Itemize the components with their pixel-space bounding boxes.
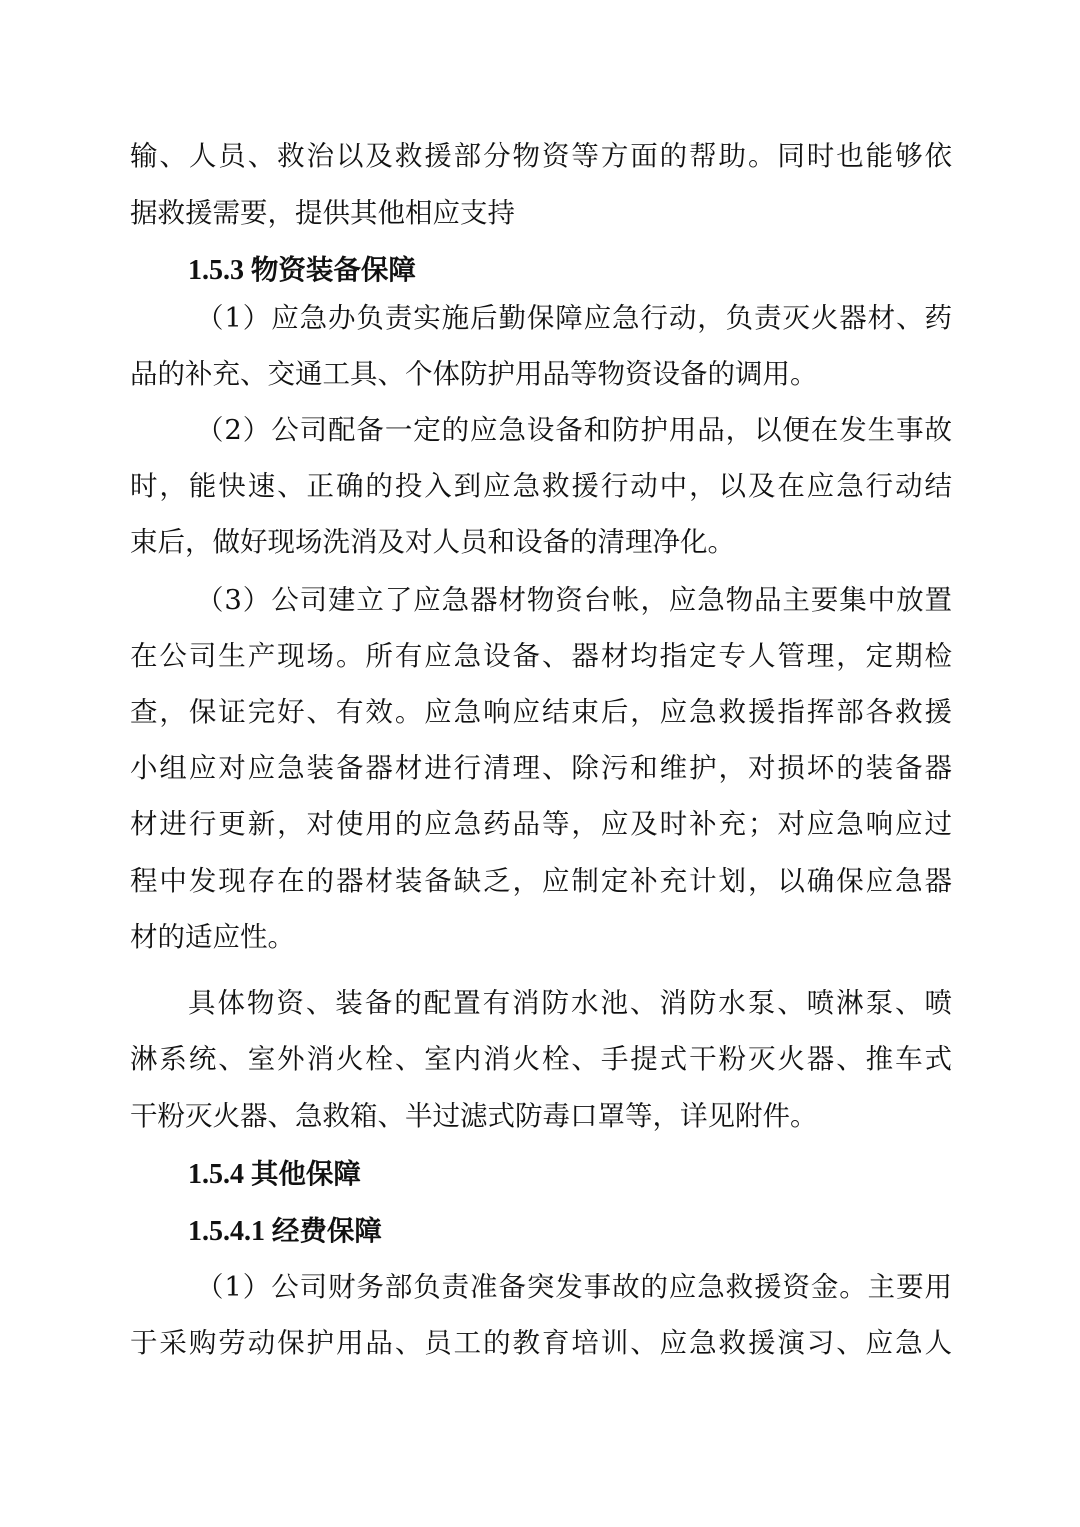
section-heading-1-5-4 <box>188 1154 361 1194</box>
paragraph-3-line-2: 在公司生产现场。所有应急设备、器材均指定专人管理，定期检 <box>130 640 952 672</box>
section-title: 经费保障 <box>271 1215 382 1246</box>
paragraph-3-line-7: 材的适应性。 <box>130 921 295 953</box>
paragraph-intro-line-2: 据救援需要，提供其他相应支持 <box>130 197 515 229</box>
paragraph-intro-line-1: 输、人员、救治以及救援部分物资等方面的帮助。同时也能够依 <box>130 140 952 172</box>
section-title: 物资装备保障 <box>250 254 416 285</box>
paragraph-2-line-2: 时，能快速、正确的投入到应急救援行动中，以及在应急行动结 <box>130 470 952 502</box>
section-heading-1-5-4-1 <box>188 1211 382 1251</box>
section-number: 1.5.4.1 <box>188 1216 265 1247</box>
paragraph-3-line-5: 材进行更新，对使用的应急药品等，应及时补充；对应急响应过 <box>130 808 952 840</box>
paragraph-3-line-1: （3）公司建立了应急器材物资台帐，应急物品主要集中放置 <box>196 584 952 616</box>
paragraph-4-line-2: 淋系统、室外消火栓、室内消火栓、手提式干粉灭火器、推车式 <box>130 1043 952 1075</box>
paragraph-2-line-1: （2）公司配备一定的应急设备和防护用品，以便在发生事故 <box>196 414 952 446</box>
paragraph-5-line-1: （1）公司财务部负责准备突发事故的应急救援资金。主要用 <box>196 1271 952 1303</box>
section-number: 1.5.4 <box>188 1159 244 1190</box>
section-title: 其他保障 <box>250 1158 361 1189</box>
paragraph-5-line-2: 于采购劳动保护用品、员工的教育培训、应急救援演习、应急人 <box>130 1327 952 1359</box>
paragraph-4-line-1: 具体物资、装备的配置有消防水池、消防水泵、喷淋泵、喷 <box>188 987 952 1019</box>
paragraph-4-line-3: 干粉灭火器、急救箱、半过滤式防毒口罩等，详见附件。 <box>130 1100 818 1132</box>
paragraph-2-line-3: 束后，做好现场洗消及对人员和设备的清理净化。 <box>130 526 735 558</box>
paragraph-3-line-6: 程中发现存在的器材装备缺乏，应制定补充计划，以确保应急器 <box>130 865 952 897</box>
paragraph-1-line-2: 品的补充、交通工具、个体防护用品等物资设备的调用。 <box>130 358 818 390</box>
paragraph-1-line-1: （1）应急办负责实施后勤保障应急行动，负责灭火器材、药 <box>196 302 952 334</box>
section-number: 1.5.3 <box>188 255 244 286</box>
paragraph-3-line-4: 小组应对应急装备器材进行清理、除污和维护，对损坏的装备器 <box>130 752 952 784</box>
paragraph-3-line-3: 查，保证完好、有效。应急响应结束后，应急救援指挥部各救援 <box>130 696 952 728</box>
section-heading-1-5-3 <box>188 250 416 290</box>
